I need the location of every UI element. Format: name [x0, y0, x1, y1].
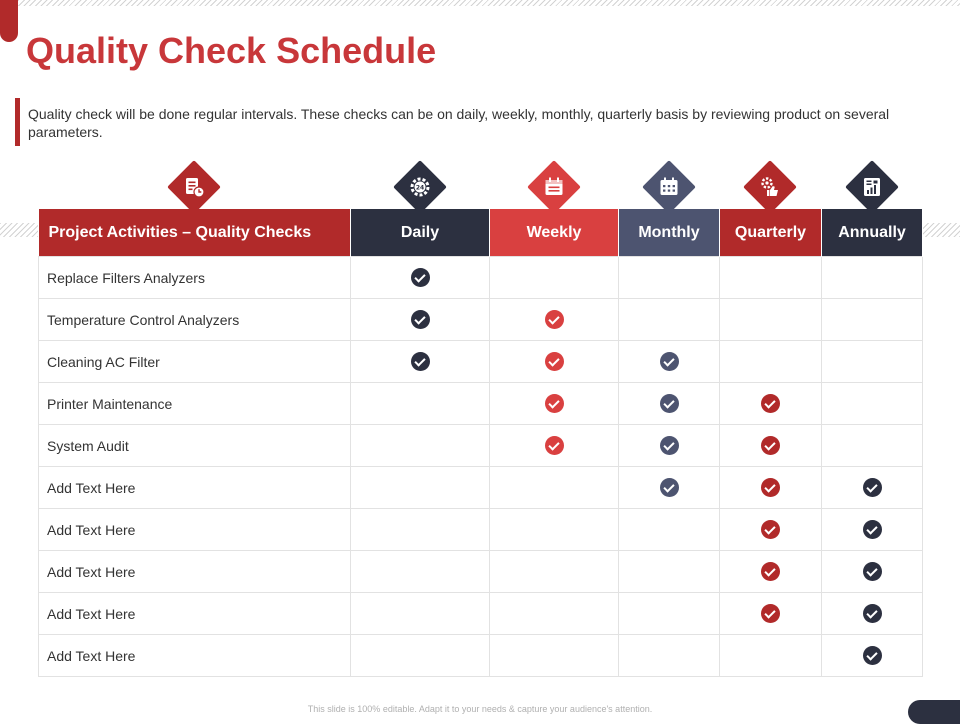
table-row — [39, 341, 923, 383]
table-header-row — [39, 209, 923, 257]
check-circle-icon — [545, 436, 564, 455]
right-hatch-decoration — [922, 223, 960, 237]
activity-label: Add Text Here — [39, 467, 351, 509]
check-cell-annually — [822, 299, 923, 341]
check-cell-monthly — [619, 425, 720, 467]
check-cell-quarterly — [720, 257, 822, 299]
check-circle-icon — [660, 352, 679, 371]
check-cell-daily — [351, 425, 490, 467]
table-row — [39, 257, 923, 299]
check-circle-icon — [863, 562, 882, 581]
check-cell-annually — [822, 593, 923, 635]
page-title: Quality Check Schedule — [26, 30, 437, 71]
check-cell-annually — [822, 257, 923, 299]
table-row — [39, 635, 923, 677]
check-cell-monthly — [619, 467, 720, 509]
check-circle-icon — [863, 520, 882, 539]
header-weekly: Weekly — [490, 209, 619, 257]
check-cell-monthly — [619, 299, 720, 341]
check-cell-weekly — [490, 425, 619, 467]
calendar-icon — [542, 175, 566, 199]
check-cell-annually — [822, 341, 923, 383]
check-cell-annually — [822, 425, 923, 467]
calendar-grid-icon — [657, 175, 681, 199]
left-hatch-decoration — [0, 223, 38, 237]
check-circle-icon — [411, 310, 430, 329]
check-cell-weekly — [490, 509, 619, 551]
check-cell-daily — [351, 257, 490, 299]
check-cell-annually — [822, 467, 923, 509]
check-circle-icon — [660, 478, 679, 497]
check-cell-weekly — [490, 635, 619, 677]
check-cell-monthly — [619, 509, 720, 551]
check-cell-daily — [351, 635, 490, 677]
check-circle-icon — [660, 436, 679, 455]
check-cell-annually — [822, 383, 923, 425]
header-activities: Project Activities – Quality Checks — [39, 209, 351, 257]
check-cell-weekly — [490, 299, 619, 341]
check-circle-icon — [761, 562, 780, 581]
report-chart-icon — [860, 175, 884, 199]
check-circle-icon — [545, 352, 564, 371]
check-cell-weekly — [490, 551, 619, 593]
check-circle-icon — [863, 604, 882, 623]
document-clock-icon — [182, 175, 206, 199]
check-cell-monthly — [619, 593, 720, 635]
activity-label: Cleaning AC Filter — [39, 341, 351, 383]
table-row — [39, 509, 923, 551]
check-cell-daily — [351, 467, 490, 509]
check-circle-icon — [761, 520, 780, 539]
check-cell-monthly — [619, 383, 720, 425]
check-circle-icon — [411, 268, 430, 287]
header-quarterly: Quarterly — [720, 209, 822, 257]
check-cell-daily — [351, 341, 490, 383]
table-row — [39, 551, 923, 593]
check-cell-quarterly — [720, 341, 822, 383]
check-circle-icon — [761, 478, 780, 497]
activity-label: System Audit — [39, 425, 351, 467]
check-cell-daily — [351, 299, 490, 341]
table-row — [39, 383, 923, 425]
check-cell-daily — [351, 383, 490, 425]
check-cell-daily — [351, 509, 490, 551]
gear-badge-icon — [408, 175, 432, 199]
activity-label: Add Text Here — [39, 635, 351, 677]
check-cell-quarterly — [720, 467, 822, 509]
header-monthly: Monthly — [619, 209, 720, 257]
check-cell-weekly — [490, 467, 619, 509]
check-circle-icon — [545, 310, 564, 329]
check-cell-weekly — [490, 257, 619, 299]
check-cell-quarterly — [720, 425, 822, 467]
check-circle-icon — [863, 478, 882, 497]
activity-label: Add Text Here — [39, 551, 351, 593]
activity-label: Replace Filters Analyzers — [39, 257, 351, 299]
header-icon-row — [0, 0, 960, 210]
check-circle-icon — [761, 604, 780, 623]
table-row — [39, 425, 923, 467]
check-cell-quarterly — [720, 551, 822, 593]
activity-label: Temperature Control Analyzers — [39, 299, 351, 341]
check-circle-icon — [411, 352, 430, 371]
check-circle-icon — [761, 436, 780, 455]
check-cell-annually — [822, 551, 923, 593]
table-row — [39, 467, 923, 509]
check-cell-monthly — [619, 551, 720, 593]
check-cell-annually — [822, 509, 923, 551]
check-cell-weekly — [490, 341, 619, 383]
check-cell-weekly — [490, 383, 619, 425]
slide-number-pill — [908, 700, 960, 724]
check-circle-icon — [545, 394, 564, 413]
check-cell-daily — [351, 551, 490, 593]
check-cell-monthly — [619, 341, 720, 383]
check-cell-quarterly — [720, 299, 822, 341]
activity-label: Add Text Here — [39, 593, 351, 635]
check-cell-monthly — [619, 257, 720, 299]
check-cell-weekly — [490, 593, 619, 635]
schedule-table — [38, 209, 923, 677]
intro-text: Quality check will be done regular intervals. These checks can be on daily, weekly, monthly, quarterly basis by reviewing product on several parameters. — [28, 106, 890, 140]
header-daily: Daily — [351, 209, 490, 257]
check-cell-daily — [351, 593, 490, 635]
gear-thumbs-up-icon — [758, 175, 782, 199]
check-cell-quarterly — [720, 635, 822, 677]
footer-note: This slide is 100% editable. Adapt it to your needs & capture your audience's attention. — [307, 704, 653, 714]
check-cell-quarterly — [720, 509, 822, 551]
table-row — [39, 299, 923, 341]
table-row — [39, 593, 923, 635]
activity-label: Add Text Here — [39, 509, 351, 551]
check-cell-annually — [822, 635, 923, 677]
check-cell-quarterly — [720, 593, 822, 635]
table-body — [39, 257, 923, 677]
check-cell-monthly — [619, 635, 720, 677]
header-annually: Annually — [822, 209, 923, 257]
check-circle-icon — [761, 394, 780, 413]
check-circle-icon — [660, 394, 679, 413]
activity-label: Printer Maintenance — [39, 383, 351, 425]
check-circle-icon — [863, 646, 882, 665]
check-cell-quarterly — [720, 383, 822, 425]
svg-text:24: 24 — [415, 184, 424, 192]
